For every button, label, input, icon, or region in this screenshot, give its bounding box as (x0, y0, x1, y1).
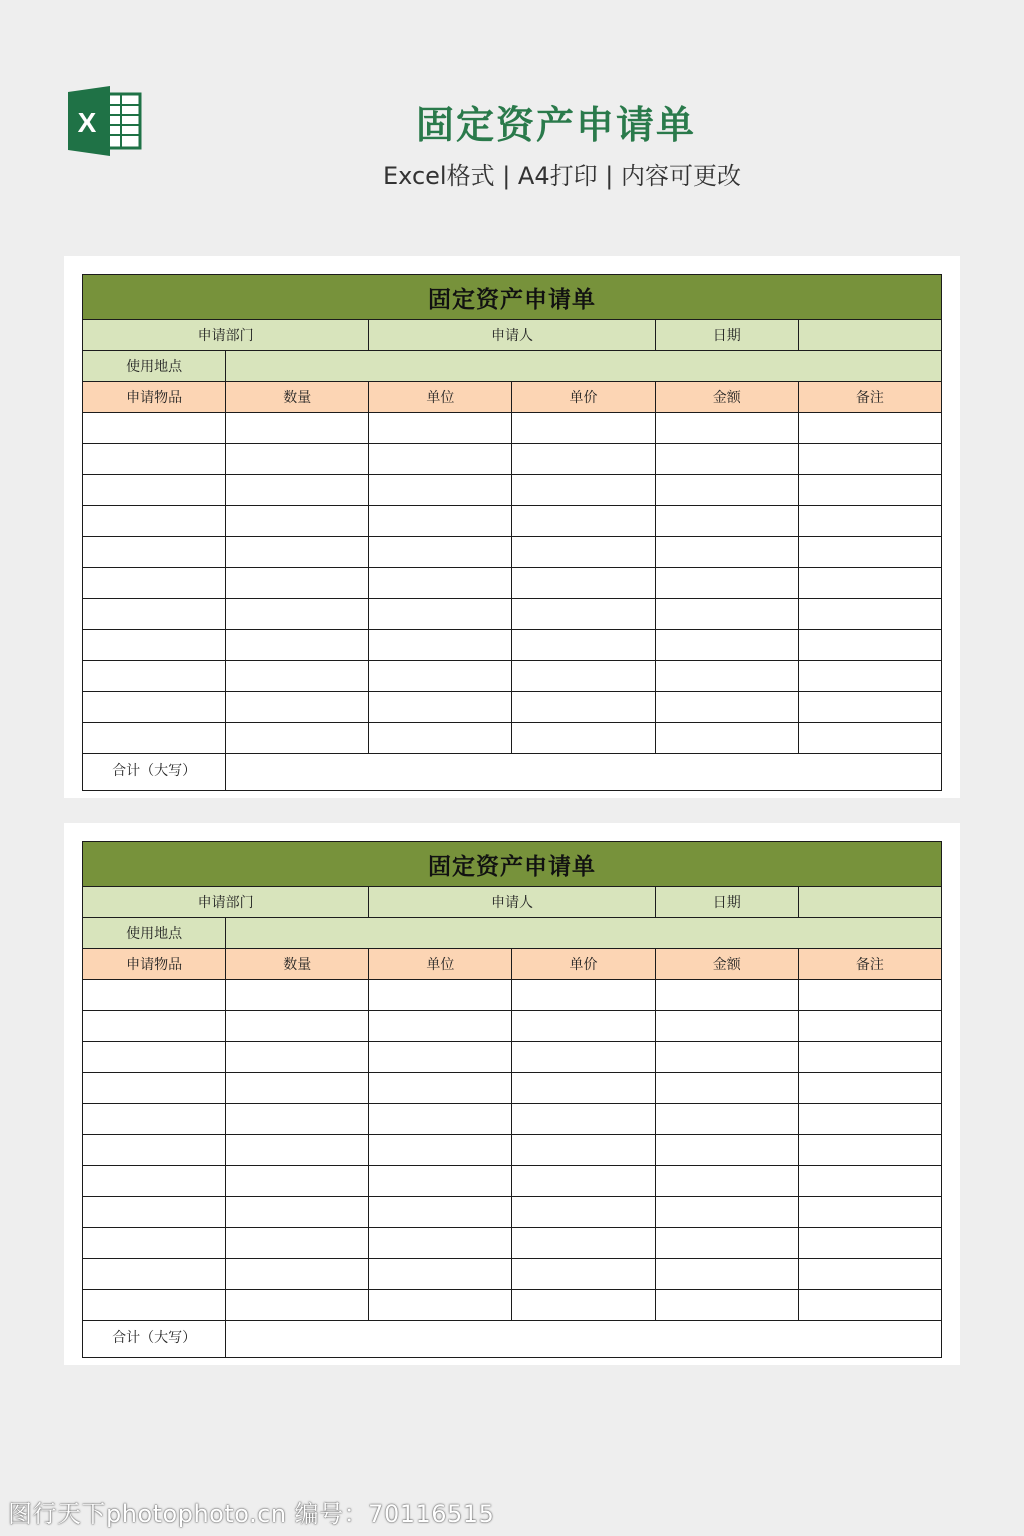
table-cell[interactable] (798, 1197, 941, 1228)
table-row (83, 1166, 942, 1197)
applicant-label: 申请人 (369, 887, 655, 918)
total-value-cell[interactable] (226, 1321, 942, 1358)
dept-label: 申请部门 (83, 887, 369, 918)
table-row (83, 1042, 942, 1073)
table-cell[interactable] (798, 723, 941, 754)
table-cell[interactable] (512, 1197, 655, 1228)
table-cell[interactable] (83, 537, 226, 568)
table-cell[interactable] (655, 475, 798, 506)
table-cell[interactable] (798, 1228, 941, 1259)
table-cell[interactable] (83, 1166, 226, 1197)
table-cell[interactable] (369, 599, 512, 630)
table-cell[interactable] (512, 1290, 655, 1321)
table-cell[interactable] (798, 599, 941, 630)
table-cell[interactable] (369, 1042, 512, 1073)
table-cell[interactable] (83, 692, 226, 723)
application-form (82, 841, 942, 1358)
location-value-cell[interactable] (226, 351, 942, 382)
table-cell[interactable] (369, 1259, 512, 1290)
table-cell[interactable] (512, 1042, 655, 1073)
table-cell[interactable] (512, 1135, 655, 1166)
table-cell[interactable] (512, 506, 655, 537)
table-cell[interactable] (369, 1135, 512, 1166)
date-label: 日期 (655, 320, 798, 351)
location-label: 使用地点 (83, 918, 226, 949)
date-value-cell[interactable] (798, 887, 941, 918)
table-cell[interactable] (226, 1104, 369, 1135)
table-cell[interactable] (369, 630, 512, 661)
table-row (83, 630, 942, 661)
table-row (83, 537, 942, 568)
application-form (82, 274, 942, 791)
table-cell[interactable] (512, 599, 655, 630)
table-cell[interactable] (369, 1290, 512, 1321)
table-cell[interactable] (369, 413, 512, 444)
table-cell[interactable] (226, 475, 369, 506)
table-row (83, 1197, 942, 1228)
table-cell[interactable] (83, 444, 226, 475)
column-header: 备注 (798, 382, 941, 413)
table-cell[interactable] (83, 661, 226, 692)
table-cell[interactable] (226, 568, 369, 599)
column-header: 单位 (369, 949, 512, 980)
table-cell[interactable] (798, 1166, 941, 1197)
table-cell[interactable] (226, 1166, 369, 1197)
table-cell[interactable] (798, 1290, 941, 1321)
table-cell[interactable] (369, 475, 512, 506)
table-cell[interactable] (226, 1011, 369, 1042)
form-title: 固定资产申请单 (83, 842, 942, 887)
table-cell[interactable] (512, 444, 655, 475)
table-cell[interactable] (369, 692, 512, 723)
location-value-cell[interactable] (226, 918, 942, 949)
applicant-label: 申请人 (369, 320, 655, 351)
table-row (83, 661, 942, 692)
table-cell[interactable] (655, 1104, 798, 1135)
table-row (83, 1135, 942, 1166)
date-label: 日期 (655, 887, 798, 918)
table-cell[interactable] (83, 1197, 226, 1228)
column-header: 金额 (655, 382, 798, 413)
table-row (83, 1228, 942, 1259)
table-cell[interactable] (512, 980, 655, 1011)
table-cell[interactable] (655, 692, 798, 723)
table-cell[interactable] (83, 1228, 226, 1259)
table-row (83, 1259, 942, 1290)
column-header: 备注 (798, 949, 941, 980)
table-cell[interactable] (369, 1011, 512, 1042)
table-cell[interactable] (226, 692, 369, 723)
table-cell[interactable] (226, 1290, 369, 1321)
table-cell[interactable] (83, 1073, 226, 1104)
table-cell[interactable] (83, 980, 226, 1011)
table-cell[interactable] (83, 723, 226, 754)
date-value-cell[interactable] (798, 320, 941, 351)
form-title: 固定资产申请单 (83, 275, 942, 320)
table-row (83, 568, 942, 599)
table-cell[interactable] (226, 599, 369, 630)
table-cell[interactable] (655, 568, 798, 599)
table-cell[interactable] (226, 630, 369, 661)
column-header: 单价 (512, 382, 655, 413)
table-cell[interactable] (512, 537, 655, 568)
table-cell[interactable] (655, 413, 798, 444)
table-cell[interactable] (655, 1259, 798, 1290)
table-cell[interactable] (512, 723, 655, 754)
table-cell[interactable] (655, 506, 798, 537)
table-cell[interactable] (226, 1197, 369, 1228)
table-row (83, 599, 942, 630)
table-cell[interactable] (512, 475, 655, 506)
table-cell[interactable] (798, 1073, 941, 1104)
table-cell[interactable] (798, 1042, 941, 1073)
total-value-cell[interactable] (226, 754, 942, 791)
table-cell[interactable] (83, 1290, 226, 1321)
table-cell[interactable] (798, 980, 941, 1011)
column-header: 数量 (226, 382, 369, 413)
table-cell[interactable] (655, 599, 798, 630)
table-cell[interactable] (512, 413, 655, 444)
table-cell[interactable] (369, 1104, 512, 1135)
table-row (83, 1073, 942, 1104)
table-cell[interactable] (512, 1073, 655, 1104)
table-row (83, 444, 942, 475)
table-cell[interactable] (512, 630, 655, 661)
table-row (83, 1011, 942, 1042)
form-sheet-1 (64, 256, 960, 798)
table-cell[interactable] (512, 1011, 655, 1042)
table-cell[interactable] (655, 980, 798, 1011)
table-cell[interactable] (83, 475, 226, 506)
table-cell[interactable] (655, 1011, 798, 1042)
table-cell[interactable] (226, 1073, 369, 1104)
table-cell[interactable] (798, 413, 941, 444)
table-cell[interactable] (83, 1259, 226, 1290)
location-label: 使用地点 (83, 351, 226, 382)
page-header (0, 0, 1024, 220)
table-cell[interactable] (655, 1042, 798, 1073)
column-header: 申请物品 (83, 382, 226, 413)
table-cell[interactable] (655, 1166, 798, 1197)
table-cell[interactable] (226, 444, 369, 475)
dept-label: 申请部门 (83, 320, 369, 351)
table-cell[interactable] (369, 980, 512, 1011)
table-cell[interactable] (83, 568, 226, 599)
table-cell[interactable] (798, 537, 941, 568)
table-cell[interactable] (798, 1011, 941, 1042)
table-cell[interactable] (798, 1104, 941, 1135)
page-title: 固定资产申请单 (415, 103, 696, 147)
table-cell[interactable] (798, 506, 941, 537)
table-cell[interactable] (226, 1042, 369, 1073)
table-cell[interactable] (655, 1197, 798, 1228)
table-row (83, 692, 942, 723)
table-cell[interactable] (798, 444, 941, 475)
column-header: 金额 (655, 949, 798, 980)
table-cell[interactable] (369, 506, 512, 537)
table-row (83, 980, 942, 1011)
table-cell[interactable] (226, 537, 369, 568)
total-label: 合计（大写） (83, 1321, 226, 1358)
table-cell[interactable] (83, 1011, 226, 1042)
table-cell[interactable] (369, 444, 512, 475)
form-sheet-2 (64, 823, 960, 1365)
table-cell[interactable] (512, 692, 655, 723)
table-cell[interactable] (83, 413, 226, 444)
table-cell[interactable] (798, 630, 941, 661)
table-cell[interactable] (655, 537, 798, 568)
total-label: 合计（大写） (83, 754, 226, 791)
table-cell[interactable] (512, 1259, 655, 1290)
table-cell[interactable] (369, 1073, 512, 1104)
column-header: 申请物品 (83, 949, 226, 980)
table-row (83, 475, 942, 506)
column-header: 数量 (226, 949, 369, 980)
table-cell[interactable] (512, 1166, 655, 1197)
table-cell[interactable] (369, 723, 512, 754)
table-cell[interactable] (798, 475, 941, 506)
table-cell[interactable] (655, 444, 798, 475)
table-cell[interactable] (369, 568, 512, 599)
table-cell[interactable] (369, 1166, 512, 1197)
table-cell[interactable] (83, 630, 226, 661)
column-header: 单价 (512, 949, 655, 980)
excel-logo-letter: X (77, 107, 97, 138)
table-cell[interactable] (512, 1228, 655, 1259)
table-cell[interactable] (369, 1197, 512, 1228)
table-cell[interactable] (83, 1042, 226, 1073)
table-cell[interactable] (83, 1135, 226, 1166)
table-cell[interactable] (655, 723, 798, 754)
table-cell[interactable] (369, 661, 512, 692)
table-cell[interactable] (655, 630, 798, 661)
table-cell[interactable] (83, 599, 226, 630)
table-row (83, 413, 942, 444)
watermark-text: 图行天下photophoto.cn 编号：70116515 (8, 1500, 495, 1528)
table-cell[interactable] (226, 506, 369, 537)
table-cell[interactable] (655, 661, 798, 692)
table-row (83, 506, 942, 537)
table-cell[interactable] (512, 1104, 655, 1135)
table-cell[interactable] (655, 1290, 798, 1321)
table-cell[interactable] (226, 661, 369, 692)
table-row (83, 1290, 942, 1321)
table-cell[interactable] (798, 1135, 941, 1166)
table-cell[interactable] (798, 568, 941, 599)
table-cell[interactable] (798, 1259, 941, 1290)
table-cell[interactable] (369, 1228, 512, 1259)
table-cell[interactable] (655, 1228, 798, 1259)
table-cell[interactable] (655, 1135, 798, 1166)
table-cell[interactable] (83, 1104, 226, 1135)
table-cell[interactable] (226, 1135, 369, 1166)
column-header: 单位 (369, 382, 512, 413)
table-cell[interactable] (226, 1228, 369, 1259)
table-cell[interactable] (226, 413, 369, 444)
table-cell[interactable] (798, 661, 941, 692)
table-cell[interactable] (226, 980, 369, 1011)
table-cell[interactable] (655, 1073, 798, 1104)
table-row (83, 1104, 942, 1135)
table-cell[interactable] (226, 1259, 369, 1290)
table-cell[interactable] (226, 723, 369, 754)
table-cell[interactable] (83, 506, 226, 537)
table-cell[interactable] (512, 661, 655, 692)
page-subtitle: Excel格式 | A4打印 | 内容可更改 (383, 162, 741, 190)
table-cell[interactable] (369, 537, 512, 568)
table-row (83, 723, 942, 754)
table-cell[interactable] (798, 692, 941, 723)
table-cell[interactable] (512, 568, 655, 599)
